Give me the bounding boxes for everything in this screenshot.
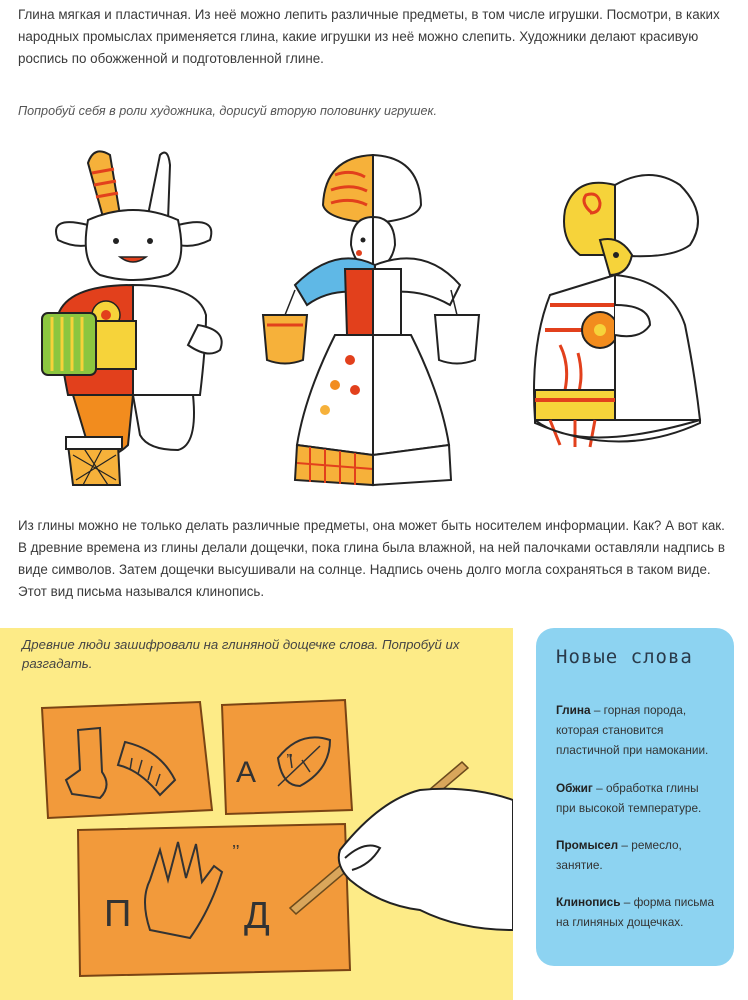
- glossary-term: Клинопись: [556, 895, 621, 909]
- glossary-definition: – ремесло, занятие.: [556, 838, 682, 872]
- tablet2-mark: ’’: [286, 752, 293, 769]
- puzzle-task: Древние люди зашифровали на глиняной дощечке слова. Попробуй их разгадать.: [22, 637, 460, 671]
- glossary-definition: – горная порода, которая становится пластичной при намокании.: [556, 703, 709, 757]
- glossary-item-promysel: [556, 835, 721, 875]
- glossary-item-klinopis: [556, 892, 721, 932]
- glossary-term: Обжиг: [556, 781, 593, 795]
- glossary-definition: – форма письма на глиняных дощечках.: [556, 895, 715, 929]
- tablet2-letter: А: [236, 756, 257, 789]
- glossary-term: Глина: [556, 703, 591, 717]
- glossary-definition: – обработка глины при высокой температуре.: [556, 781, 702, 815]
- glossary-item-glina: [556, 700, 721, 760]
- intro-task: Попробуй себя в роли художника, дорисуй вторую половинку игрушек.: [18, 104, 437, 118]
- toy-bird-illustration: [520, 165, 720, 455]
- intro-paragraph: Глина мягкая и пластичная. Из неё можно лепить различные предметы, в том числе игрушки. Посмотри, в каких народных промыслах применяется глина, какие игрушки из неё можно слепить. Художники делают красивую роспись по обожженной и подготовленной глине.: [18, 7, 720, 66]
- tablet3-letter1: П: [104, 893, 132, 935]
- clay-tablets-illustration: [0, 690, 513, 1000]
- tablet3-letter2: Д: [244, 895, 270, 937]
- info-paragraph: Из глины можно не только делать различные предметы, она может быть носителем информации. Как? А вот как. В древние времена из глины делали дощечки, пока глина была влажной, на ней палочками оставляли надпись в виде символов. Затем дощечки высушивали на солнце. Надпись очень долго могла сохраняться в таком виде. Этот вид письма назывался клинопись.: [18, 518, 725, 599]
- glossary-item-obzhig: [556, 778, 721, 818]
- glossary-term: Промысел: [556, 838, 619, 852]
- glossary-title: Новые слова: [556, 646, 693, 668]
- tablet3-mark: ’’: [232, 842, 240, 862]
- toy-lady-illustration: [255, 145, 495, 495]
- toy-goat-illustration: [28, 145, 238, 495]
